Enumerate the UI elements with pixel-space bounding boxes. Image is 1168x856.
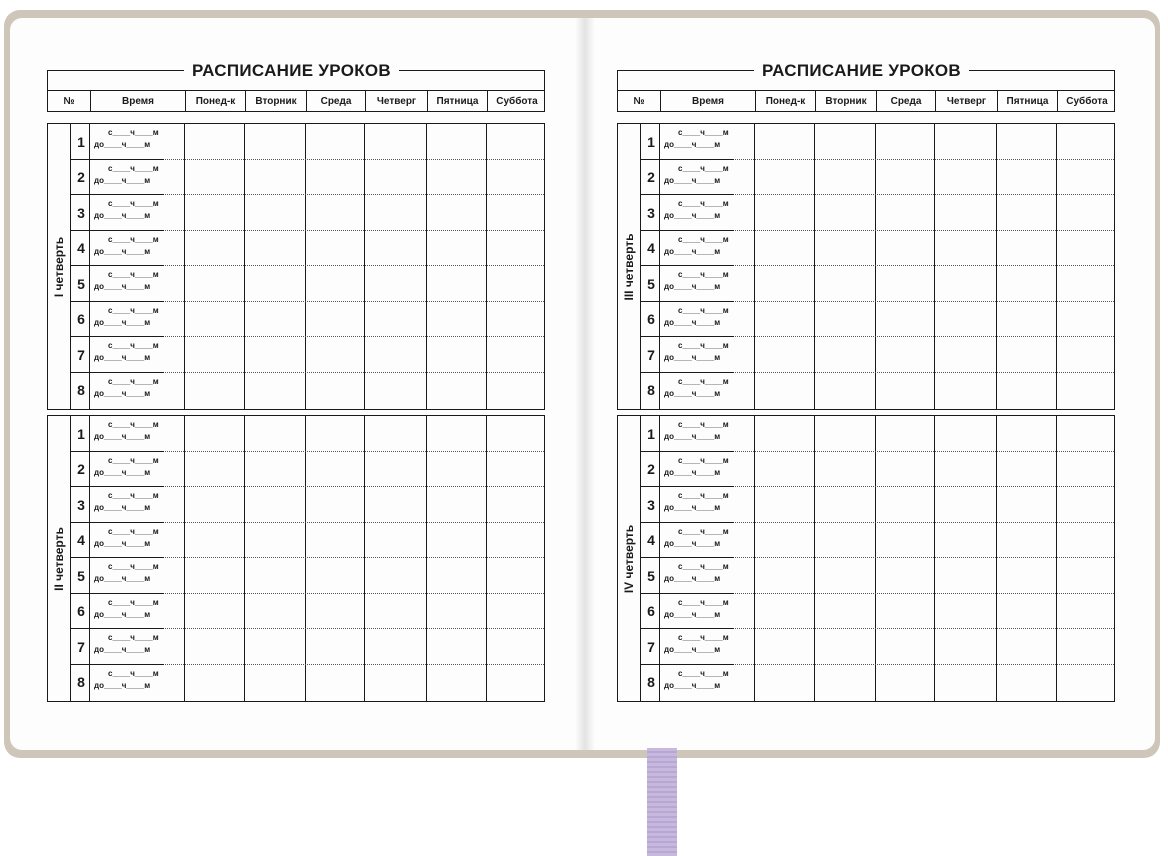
column-header: Суббота — [1057, 91, 1116, 112]
lesson-row[interactable] — [640, 266, 1114, 302]
quarter-label-cell — [48, 124, 71, 409]
time-from: с____ч____м — [678, 562, 729, 571]
lesson-row[interactable] — [640, 337, 1114, 373]
time-from: с____ч____м — [678, 341, 729, 350]
column-header: Пятница — [997, 91, 1057, 112]
lesson-row[interactable] — [70, 337, 544, 373]
quarter-block — [617, 123, 1115, 410]
time-to: до____ч____м — [664, 609, 721, 619]
time-from: с____ч____м — [108, 305, 159, 315]
time-field[interactable] — [664, 526, 734, 550]
lesson-row[interactable] — [640, 416, 1114, 452]
lesson-row[interactable] — [640, 231, 1114, 267]
lesson-number: 1 — [647, 425, 655, 442]
time-from: с____ч____м — [678, 455, 729, 465]
time-field[interactable] — [664, 305, 734, 329]
lesson-number: 1 — [77, 133, 85, 150]
time-to: до____ч____м — [94, 353, 151, 362]
lesson-row[interactable] — [70, 594, 544, 630]
column-header: № — [63, 96, 75, 107]
quarter-block — [47, 415, 545, 702]
lesson-number: 4 — [77, 532, 85, 549]
time-to: до____ч____м — [94, 574, 151, 583]
time-from: с____ч____м — [678, 420, 729, 429]
lesson-row[interactable] — [70, 124, 544, 160]
time-field[interactable] — [664, 632, 734, 656]
column-header: Понед-к — [755, 91, 815, 112]
lesson-row[interactable] — [70, 266, 544, 302]
time-to: до____ч____м — [664, 317, 721, 327]
lesson-number: 6 — [77, 603, 85, 620]
page-title: РАСПИСАНИЕ УРОКОВ — [754, 61, 969, 81]
time-field[interactable] — [94, 269, 164, 293]
time-from: с____ч____м — [108, 199, 159, 208]
lesson-number: 8 — [647, 382, 655, 399]
lesson-row[interactable] — [70, 416, 544, 452]
lesson-number: 2 — [77, 461, 85, 478]
time-to: до____ч____м — [664, 574, 721, 583]
time-from: с____ч____м — [108, 491, 159, 500]
time-to: до____ч____м — [664, 246, 721, 256]
lesson-row[interactable] — [640, 302, 1114, 338]
column-header: Время — [90, 91, 185, 112]
time-field[interactable] — [664, 455, 734, 479]
time-to: до____ч____м — [664, 211, 721, 220]
column-header: Вторник — [815, 91, 876, 112]
time-from: с____ч____м — [678, 668, 729, 678]
column-header: Время — [660, 91, 755, 112]
column-header: Суббота — [487, 91, 546, 112]
right-schedule — [617, 0, 1115, 856]
lesson-number: 4 — [647, 240, 655, 257]
time-field[interactable] — [94, 455, 164, 479]
time-from: с____ч____м — [678, 270, 729, 279]
lesson-row[interactable] — [70, 160, 544, 196]
lesson-number: 6 — [77, 311, 85, 328]
time-from: с____ч____м — [108, 668, 159, 678]
lesson-number: 2 — [647, 169, 655, 186]
lesson-row[interactable] — [70, 452, 544, 488]
lesson-number: 5 — [647, 275, 655, 292]
time-field[interactable] — [94, 632, 164, 656]
lesson-row[interactable] — [640, 594, 1114, 630]
column-header: Вторник — [245, 91, 306, 112]
lesson-row[interactable] — [70, 231, 544, 267]
time-from: с____ч____м — [678, 526, 729, 536]
time-to: до____ч____м — [94, 538, 151, 548]
lesson-number: 8 — [647, 674, 655, 691]
time-field[interactable] — [94, 376, 164, 400]
time-to: до____ч____м — [664, 538, 721, 548]
time-field[interactable] — [94, 198, 164, 222]
time-field[interactable] — [664, 340, 734, 364]
time-from: с____ч____м — [108, 128, 159, 137]
left-schedule — [47, 0, 545, 856]
lesson-row[interactable] — [640, 558, 1114, 594]
lesson-number: 2 — [647, 461, 655, 478]
lesson-row[interactable] — [640, 487, 1114, 523]
time-from: с____ч____м — [108, 234, 159, 244]
time-to: до____ч____м — [664, 353, 721, 362]
lesson-row[interactable] — [70, 558, 544, 594]
time-field[interactable] — [664, 269, 734, 293]
lesson-number: 5 — [77, 275, 85, 292]
time-to: до____ч____м — [664, 140, 721, 149]
lesson-row[interactable] — [70, 195, 544, 231]
lesson-number: 3 — [77, 496, 85, 513]
time-field[interactable] — [94, 340, 164, 364]
quarter-label-cell — [618, 416, 641, 701]
time-to: до____ч____м — [94, 246, 151, 256]
column-header: Среда — [306, 91, 365, 112]
time-field[interactable] — [94, 163, 164, 187]
quarter-label: I четверть — [52, 236, 66, 297]
time-to: до____ч____м — [664, 388, 721, 398]
time-from: с____ч____м — [678, 633, 729, 642]
lesson-number: 7 — [647, 346, 655, 363]
time-from: с____ч____м — [678, 163, 729, 173]
quarter-label: IV четверть — [622, 524, 636, 593]
lesson-number: 2 — [77, 169, 85, 186]
time-from: с____ч____м — [108, 562, 159, 571]
lesson-number: 8 — [77, 382, 85, 399]
time-field[interactable] — [94, 668, 164, 692]
quarter-label: II четверть — [52, 526, 66, 591]
lesson-row[interactable] — [70, 523, 544, 559]
lesson-number: 5 — [77, 567, 85, 584]
quarter-label-cell — [48, 416, 71, 701]
time-field[interactable] — [94, 490, 164, 514]
time-from: с____ч____м — [108, 376, 159, 386]
lesson-row[interactable] — [640, 195, 1114, 231]
lesson-row[interactable] — [640, 629, 1114, 665]
time-to: до____ч____м — [94, 388, 151, 398]
lesson-row[interactable] — [70, 629, 544, 665]
lesson-number: 3 — [77, 204, 85, 221]
time-field[interactable] — [664, 597, 734, 621]
lesson-row[interactable] — [640, 124, 1114, 160]
lesson-number: 5 — [647, 567, 655, 584]
time-from: с____ч____м — [108, 526, 159, 536]
lesson-number: 6 — [647, 603, 655, 620]
time-to: до____ч____м — [94, 645, 151, 654]
time-field[interactable] — [94, 419, 164, 443]
time-from: с____ч____м — [108, 341, 159, 350]
time-to: до____ч____м — [94, 140, 151, 149]
lesson-row[interactable] — [640, 373, 1114, 409]
lesson-row[interactable] — [640, 523, 1114, 559]
column-header: Четверг — [935, 91, 997, 112]
time-field[interactable] — [664, 419, 734, 443]
time-from: с____ч____м — [678, 597, 729, 607]
lesson-row[interactable] — [70, 373, 544, 409]
time-from: с____ч____м — [678, 199, 729, 208]
quarter-label: III четверть — [622, 232, 636, 301]
column-header: Среда — [876, 91, 935, 112]
lesson-row[interactable] — [70, 487, 544, 523]
time-field[interactable] — [664, 127, 734, 151]
time-to: до____ч____м — [94, 503, 151, 512]
time-to: до____ч____м — [94, 680, 151, 690]
time-field[interactable] — [664, 490, 734, 514]
table-header — [47, 70, 545, 112]
time-from: с____ч____м — [108, 420, 159, 429]
time-field[interactable] — [94, 526, 164, 550]
time-field[interactable] — [664, 163, 734, 187]
time-field[interactable] — [94, 127, 164, 151]
page-title: РАСПИСАНИЕ УРОКОВ — [184, 61, 399, 81]
lesson-number: 4 — [647, 532, 655, 549]
lesson-number: 3 — [647, 496, 655, 513]
time-field[interactable] — [664, 376, 734, 400]
column-header: Понед-к — [185, 91, 245, 112]
time-to: до____ч____м — [664, 467, 721, 477]
time-to: до____ч____м — [94, 282, 151, 291]
quarter-label-cell — [618, 124, 641, 409]
lesson-row[interactable] — [70, 302, 544, 338]
time-from: с____ч____м — [678, 305, 729, 315]
time-to: до____ч____м — [664, 503, 721, 512]
time-field[interactable] — [94, 234, 164, 258]
time-from: с____ч____м — [108, 270, 159, 279]
time-field[interactable] — [664, 561, 734, 585]
time-from: с____ч____м — [678, 376, 729, 386]
lesson-number: 6 — [647, 311, 655, 328]
time-field[interactable] — [94, 561, 164, 585]
time-to: до____ч____м — [94, 609, 151, 619]
time-field[interactable] — [664, 234, 734, 258]
quarter-block — [617, 415, 1115, 702]
lesson-number: 7 — [647, 638, 655, 655]
spine — [575, 18, 595, 750]
time-from: с____ч____м — [108, 455, 159, 465]
time-to: до____ч____м — [94, 432, 151, 441]
time-to: до____ч____м — [664, 680, 721, 690]
quarter-block — [47, 123, 545, 410]
time-field[interactable] — [94, 597, 164, 621]
column-header: Пятница — [427, 91, 487, 112]
time-field[interactable] — [664, 198, 734, 222]
lesson-number: 4 — [77, 240, 85, 257]
lesson-number: 7 — [77, 346, 85, 363]
lesson-row[interactable] — [70, 665, 544, 701]
time-to: до____ч____м — [664, 432, 721, 441]
time-field[interactable] — [664, 668, 734, 692]
time-to: до____ч____м — [94, 467, 151, 477]
lesson-number: 8 — [77, 674, 85, 691]
lesson-row[interactable] — [640, 160, 1114, 196]
time-to: до____ч____м — [664, 175, 721, 185]
time-to: до____ч____м — [94, 211, 151, 220]
lesson-number: 1 — [77, 425, 85, 442]
time-field[interactable] — [94, 305, 164, 329]
time-from: с____ч____м — [108, 597, 159, 607]
table-header — [617, 70, 1115, 112]
lesson-number: 7 — [77, 638, 85, 655]
time-from: с____ч____м — [678, 491, 729, 500]
column-header: Четверг — [365, 91, 427, 112]
time-from: с____ч____м — [108, 163, 159, 173]
time-to: до____ч____м — [94, 317, 151, 327]
time-to: до____ч____м — [94, 175, 151, 185]
time-from: с____ч____м — [678, 128, 729, 137]
lesson-row[interactable] — [640, 665, 1114, 701]
time-from: с____ч____м — [108, 633, 159, 642]
column-header: № — [633, 96, 645, 107]
lesson-number: 3 — [647, 204, 655, 221]
time-from: с____ч____м — [678, 234, 729, 244]
lesson-row[interactable] — [640, 452, 1114, 488]
time-to: до____ч____м — [664, 645, 721, 654]
lesson-number: 1 — [647, 133, 655, 150]
time-to: до____ч____м — [664, 282, 721, 291]
